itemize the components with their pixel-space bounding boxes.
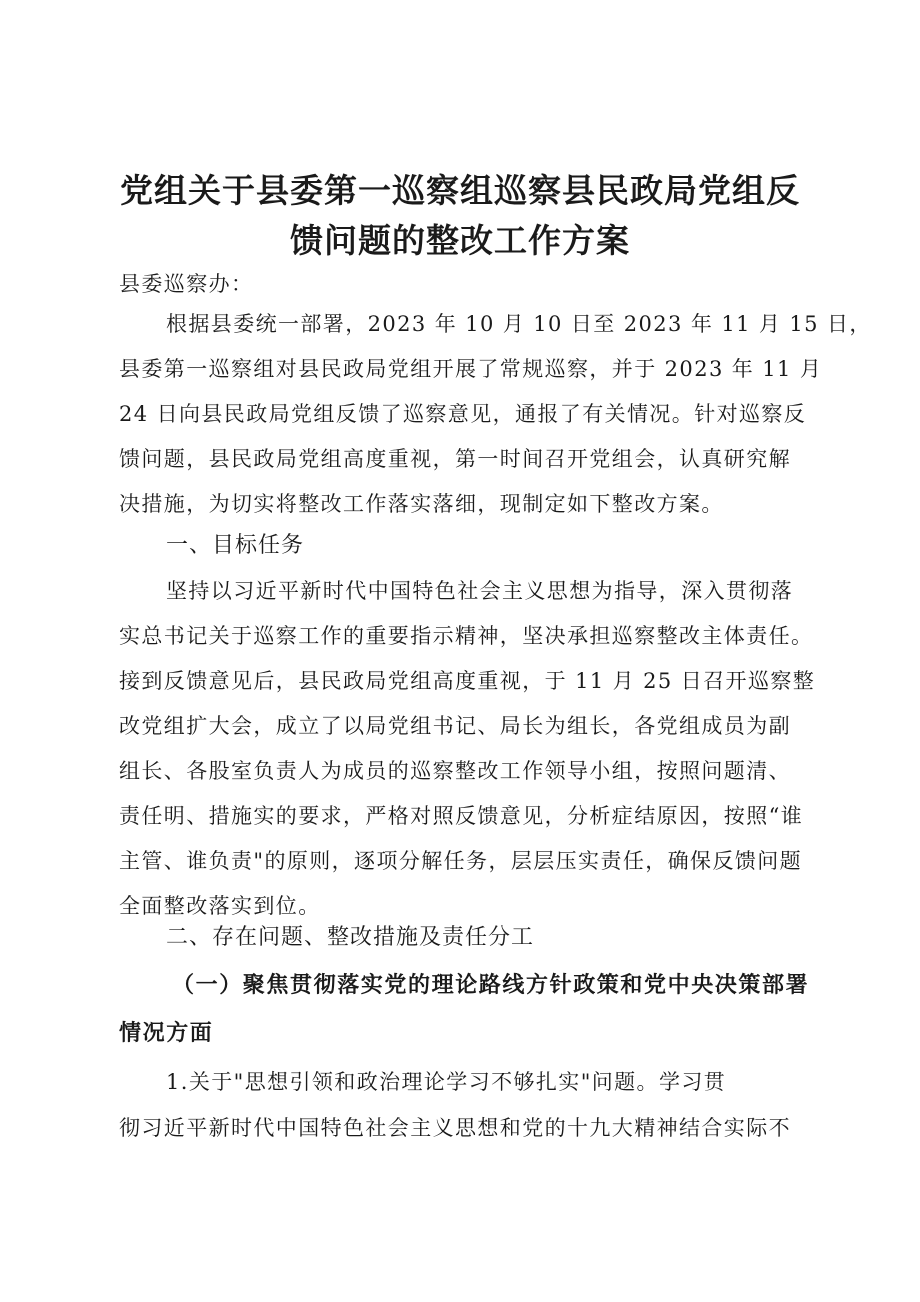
intro-line-5: 决措施，为切实将整改工作落实落细，现制定如下整改方案。	[119, 492, 724, 516]
section-1-line-5: 组长、各股室负责人为成员的巡察整改工作领导小组，按照问题清、	[119, 759, 791, 783]
section-1-line-3: 接到反馈意见后，县民政局党组高度重视，于 11 月 25 日召开巡察整	[119, 669, 816, 693]
intro-line-4: 馈问题，县民政局党组高度重视，第一时间召开党组会，认真研究解	[119, 447, 791, 471]
intro-line-1: 根据县委统一部署，2023 年 10 月 10 日至 2023 年 11 月 15 日，	[166, 312, 872, 336]
document-title-line-1: 党组关于县委第一巡察组巡察县民政局党组反	[120, 171, 800, 210]
intro-line-2: 县委第一巡察组对县民政局党组开展了常规巡察，并于 2023 年 11 月	[119, 357, 823, 381]
section-1-heading: 一、目标任务	[166, 533, 305, 558]
section-1-line-6: 责任明、措施实的要求，严格对照反馈意见，分析症结原因，按照“谁	[119, 804, 804, 828]
section-1-line-7: 主管、谁负责"的原则，逐项分解任务，层层压实责任，确保反馈问题	[119, 849, 803, 873]
section-1-line-1: 坚持以习近平新时代中国特色社会主义思想为指导，深入贯彻落	[166, 579, 794, 603]
section-1-line-4: 改党组扩大会，成立了以局党组书记、局长为组长，各党组成员为副	[119, 714, 791, 738]
document-title-line-2: 馈问题的整改工作方案	[290, 221, 630, 260]
subsection-1-heading-line-1: （一）聚焦贯彻落实党的理论路线方针政策和党中央决策部署	[172, 972, 810, 998]
addressee: 县委巡察办：	[119, 272, 254, 296]
section-1-line-8: 全面整改落实到位。	[119, 894, 321, 918]
item-1-line-1: 1.关于"思想引领和政治理论学习不够扎实"问题。学习贯	[166, 1070, 727, 1094]
intro-line-3: 24 日向县民政局党组反馈了巡察意见，通报了有关情况。针对巡察反	[119, 402, 807, 426]
section-2-heading: 二、存在问题、整改措施及责任分工	[166, 925, 535, 950]
subsection-1-heading-line-2: 情况方面	[119, 1020, 214, 1046]
item-1-line-2: 彻习近平新时代中国特色社会主义思想和党的十九大精神结合实际不	[119, 1116, 791, 1140]
section-1-line-2: 实总书记关于巡察工作的重要指示精神，坚决承担巡察整改主体责任。	[119, 624, 814, 648]
